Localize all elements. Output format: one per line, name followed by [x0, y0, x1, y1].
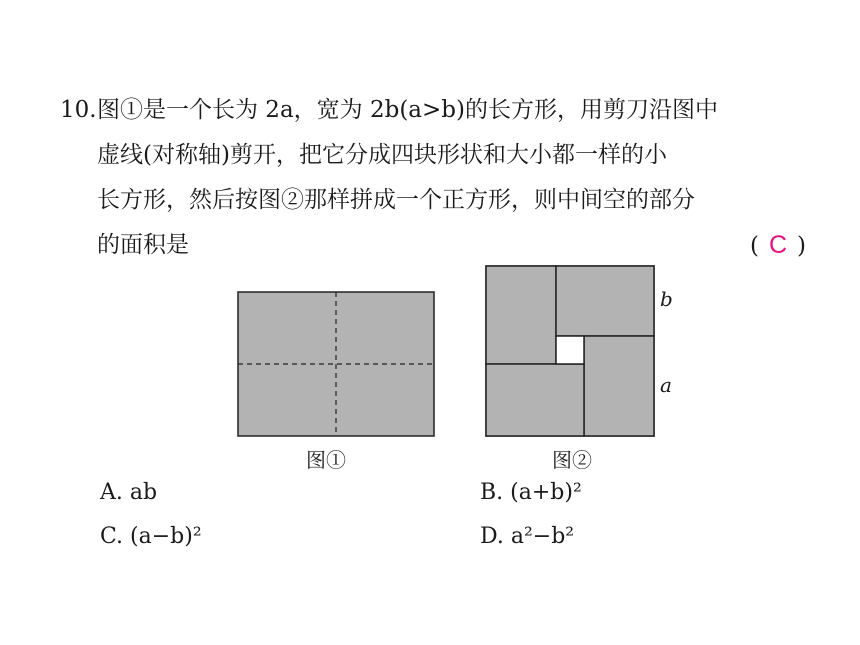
answer-bracket	[750, 223, 806, 269]
question-line-2: 虚线(对称轴)剪开，把它分成四块形状和大小都一样的小	[97, 142, 667, 168]
question-line-1	[60, 88, 820, 133]
question-line-3: 长方形，然后按图②那样拼成一个正方形，则中间空的部分	[97, 187, 695, 213]
option-a: A. ab	[100, 480, 158, 505]
option-d: D. a²−b²	[480, 524, 575, 549]
fig2-piece-top-left	[486, 266, 556, 364]
question-block	[60, 88, 820, 268]
fig2-piece-top-right	[556, 266, 654, 336]
question-number: 10.	[60, 97, 97, 123]
answer-value: C	[768, 231, 788, 259]
question-line-4: 的面积是	[97, 232, 189, 258]
fig2-center-hole	[556, 336, 584, 364]
figure-2-square	[486, 266, 673, 436]
answer-close-paren: )	[797, 233, 806, 259]
figures-svg	[234, 262, 674, 472]
figures-area	[234, 262, 674, 472]
fig2-label-a: a	[660, 373, 672, 397]
answer-open-paren: (	[749, 233, 759, 259]
fig2-piece-bottom-right	[584, 336, 654, 436]
figure-1-caption: 图①	[306, 448, 346, 472]
fig2-label-b: b	[660, 287, 673, 311]
fig2-piece-bottom-left	[486, 364, 584, 436]
figure-1-rectangle	[238, 292, 434, 436]
question-text-1: 图①是一个长为 2a，宽为 2b(a>b)的长方形，用剪刀沿图中	[97, 97, 718, 123]
option-c: C. (a−b)²	[100, 524, 202, 549]
figure-2-caption: 图②	[552, 448, 592, 472]
option-b: B. (a+b)²	[480, 480, 582, 505]
